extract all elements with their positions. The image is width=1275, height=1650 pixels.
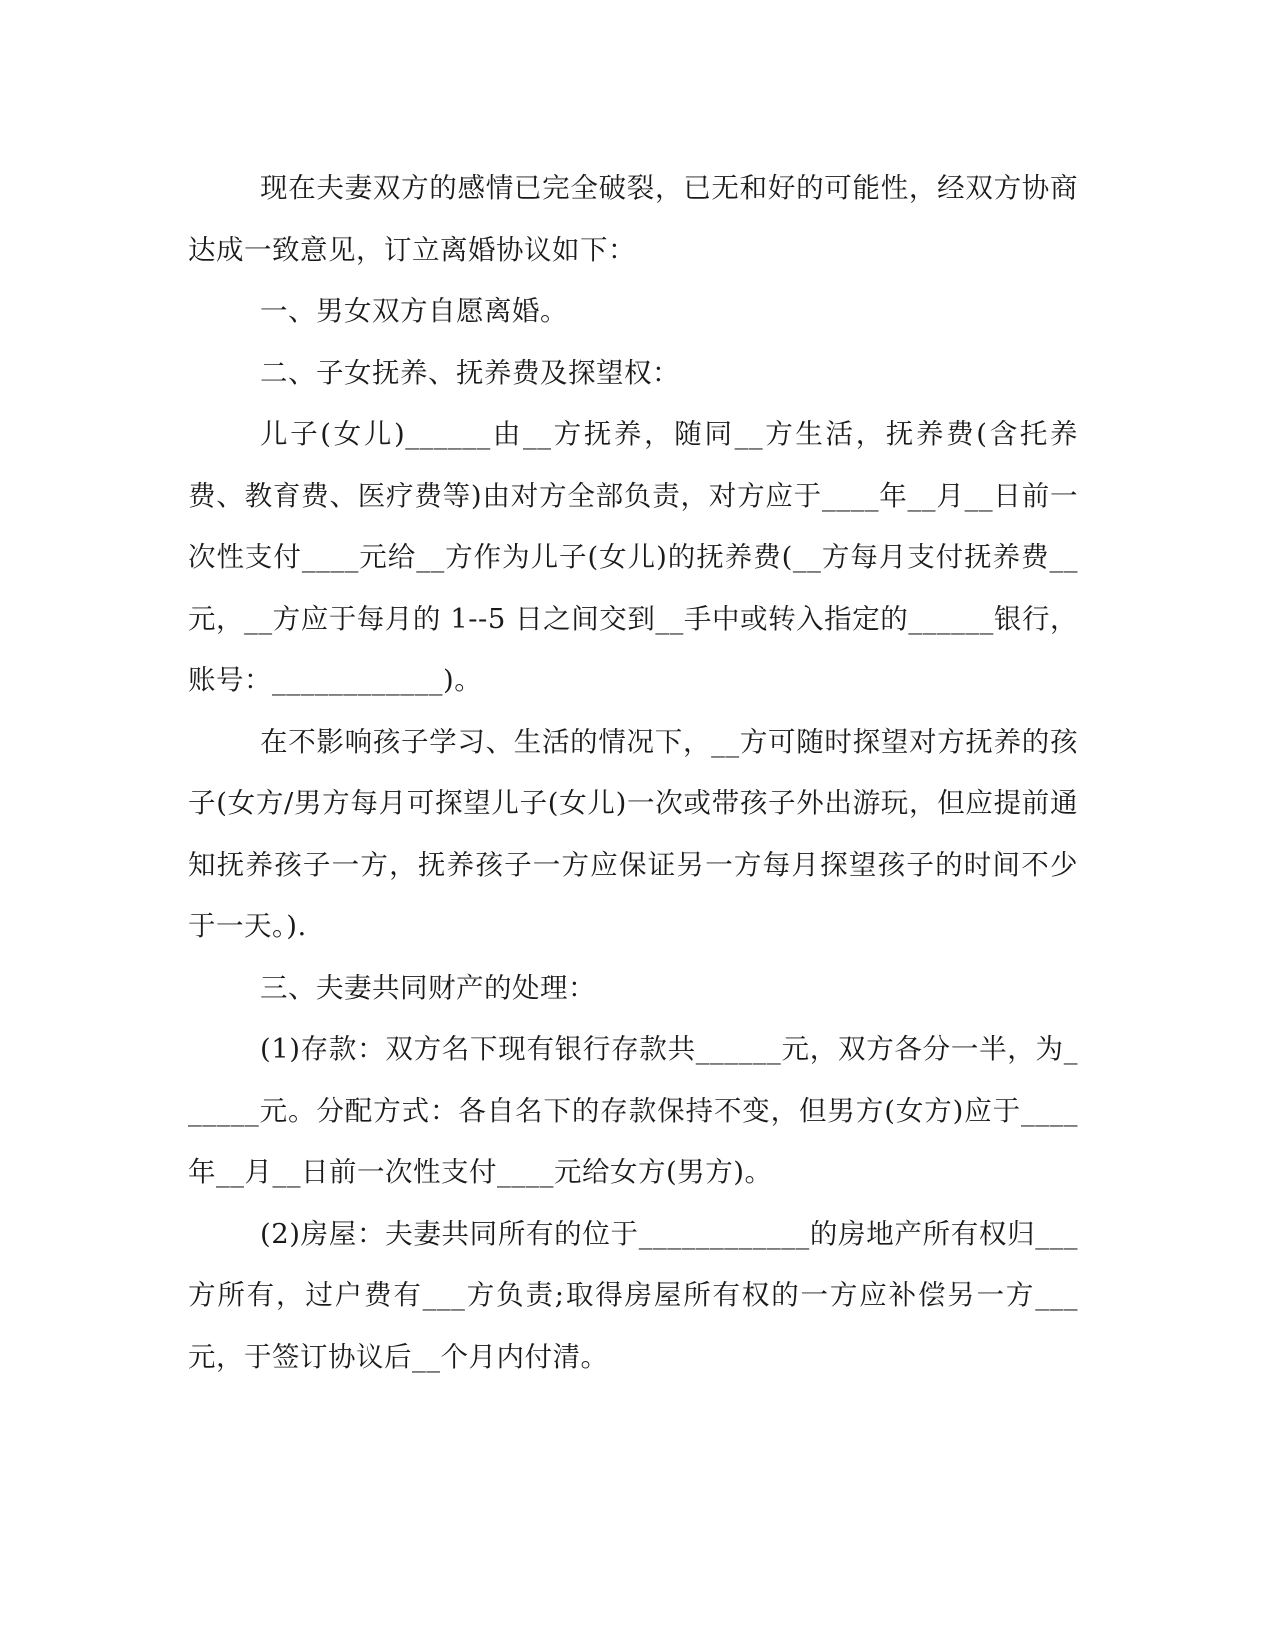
paragraph-clause-3-heading: 三、夫妻共同财产的处理：: [260, 971, 596, 1004]
paragraph-child-support: 儿子(女儿)______由__方抚养，随同__方生活，抚养费(含托养费、教育费、医疗费等)由对方全部负责，对方应于____年__月__日前一次性支付____元给__方作为儿子(女儿)的抚养费(__方每月支付抚养费__元，__方应于每月的 1--5 日之间交到__手中或转入指定的______银行，账号：____________)。: [188, 418, 1078, 696]
paragraph-clause-2-heading: 二、子女抚养、抚养费及探望权：: [260, 356, 680, 389]
paragraph-clause-1: 一、男女双方自愿离婚。: [260, 295, 568, 327]
paragraph-housing: (2)房屋：夫妻共同所有的位于____________的房地产所有权归___方所有，过户费有___方负责;取得房屋所有权的一方应补偿另一方___元，于签订协议后__个月内付清。: [188, 1217, 1078, 1373]
document-body: [188, 158, 1078, 1388]
paragraph-visitation: 在不影响孩子学习、生活的情况下，__方可随时探望对方抚养的孩子(女方/男方每月可探望儿子(女儿)一次或带孩子外出游玩，但应提前通知抚养孩子一方，抚养孩子一方应保证另一方每月探望孩子的时间不少于一天。).: [188, 725, 1078, 942]
paragraph-deposits: (1)存款：双方名下现有银行存款共______元，双方各分一半，为______元。分配方式：各自名下的存款保持不变，但男方(女方)应于____年__月__日前一次性支付____元给女方(男方)。: [188, 1033, 1078, 1188]
paragraph-intro: 现在夫妻双方的感情已完全破裂，已无和好的可能性，经双方协商达成一致意见，订立离婚协议如下：: [188, 172, 1078, 266]
